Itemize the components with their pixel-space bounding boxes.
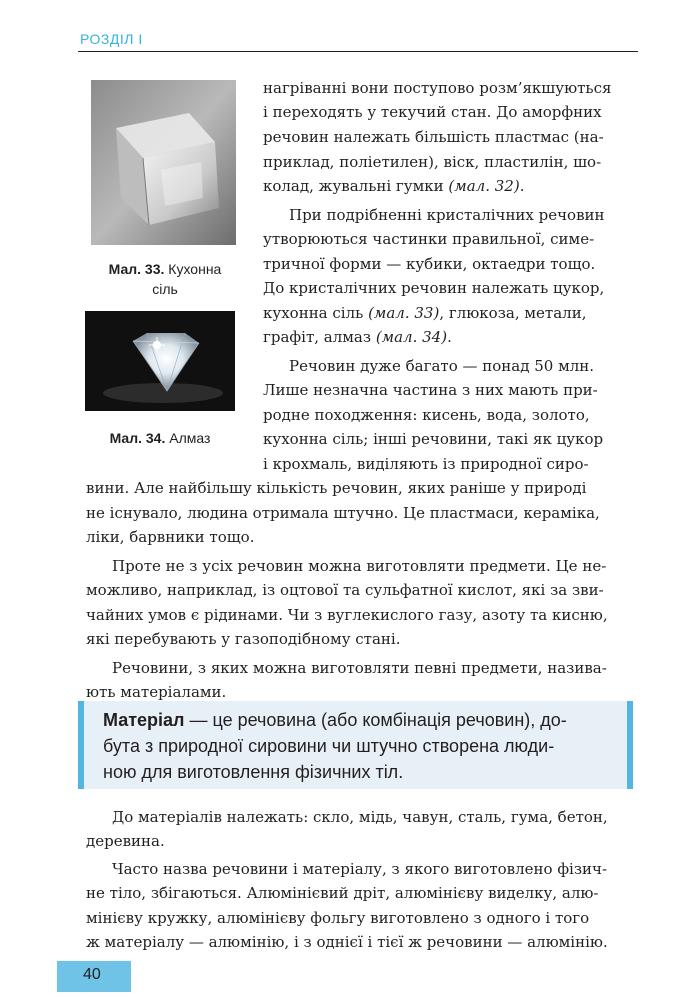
body-line: вини. Але найбільшу кількість речовин, яких раніше у природі — [86, 479, 587, 497]
body-line: які перебувають у газоподібному стані. — [86, 630, 401, 648]
body-line: мінієву кружку, алюмінієву фольгу виготовлено з одного і того — [86, 909, 590, 927]
figure-33-number: Мал. 33. — [108, 261, 165, 277]
body-line: Речовини, з яких можна виготовляти певні предмети, назива- — [112, 659, 607, 677]
body-line: приклад, поліетилен), віск, пластилін, шо- — [263, 153, 602, 171]
body-line: ліки, барвники тощо. — [86, 528, 255, 546]
definition-line: Матеріал — це речовина (або комбінація речовин), до- — [103, 710, 567, 730]
body-line: Лише незначна частина з них мають при- — [263, 381, 598, 399]
body-line: утворюються частинки правильної, симе- — [263, 230, 595, 248]
definition-line: ною для виготовлення фізичних тіл. — [103, 762, 404, 782]
body-line: графіт, алмаз (мал. 34). — [263, 328, 452, 346]
body-line: речовин належать більшість пластмас (на- — [263, 128, 604, 146]
body-line: ють матеріалами. — [86, 683, 227, 701]
body-line: Речовин дуже багато — понад 50 млн. — [289, 357, 595, 375]
salt-crystal-image — [91, 80, 236, 245]
section-label: РОЗДІЛ І — [80, 31, 143, 47]
definition-line: бута з природної сировини чи штучно створена люди- — [103, 736, 555, 756]
body-line: нагріванні вони поступово розм’якшуються — [263, 79, 612, 97]
body-line: ж матеріалу — алюмінію, і з однієї і тієї ж речовини — алюмінію. — [86, 933, 608, 951]
body-line: чайних умов є рідинами. Чи з вуглекислого газу, азоту та кисню, — [86, 606, 608, 624]
body-line: не тіло, збігаються. Алюмінієвий дріт, алюмінієву виделку, алю- — [86, 884, 599, 902]
body-line: можливо, наприклад, із оцтової та сульфатної кислот, які за зви- — [86, 581, 604, 599]
definition-accent-left — [78, 701, 84, 789]
body-line: До кристалічних речовин належать цукор, — [263, 279, 605, 297]
body-line: тричної форми — кубики, октаедри тощо. — [263, 255, 596, 273]
body-line: деревина. — [86, 832, 165, 850]
header-rule — [78, 51, 638, 52]
figure-34-number: Мал. 34. — [109, 430, 166, 446]
figure-33-title: Кухонна — [168, 261, 222, 277]
body-line: і крохмаль, виділяють із природної сиро- — [263, 455, 589, 473]
diamond-image — [85, 311, 235, 411]
body-line: родне походження: кисень, вода, золото, — [263, 406, 590, 424]
figure-33-title-cont: сіль — [152, 281, 178, 297]
body-line: При подрібненні кристалічних речовин — [289, 206, 605, 224]
definition-accent-right — [627, 701, 633, 789]
page-number-tab — [57, 961, 131, 992]
body-line: і переходять у текучий стан. До аморфних — [263, 103, 602, 121]
body-line: До матеріалів належать: скло, мідь, чавун, сталь, гума, бетон, — [112, 808, 608, 826]
definition-term: Матеріал — [103, 710, 185, 730]
body-line: кухонна сіль; інші речовини, такі як цукор — [263, 430, 604, 448]
body-line: Проте не з усіх речовин можна виготовляти предмети. Це не- — [112, 557, 607, 575]
page-number: 40 — [83, 966, 101, 983]
body-line: кухонна сіль (мал. 33), глюкоза, метали, — [263, 304, 587, 322]
figure-33-caption — [80, 259, 250, 299]
body-line: Часто назва речовини і матеріалу, з якого виготовлено фізич- — [112, 860, 608, 878]
figure-34-title: Алмаз — [169, 430, 211, 446]
body-line: не існувало, людина отримала штучно. Це пластмаси, кераміка, — [86, 504, 600, 522]
body-line: колад, жувальні гумки (мал. 32). — [263, 177, 525, 195]
figure-34-caption — [85, 428, 235, 448]
